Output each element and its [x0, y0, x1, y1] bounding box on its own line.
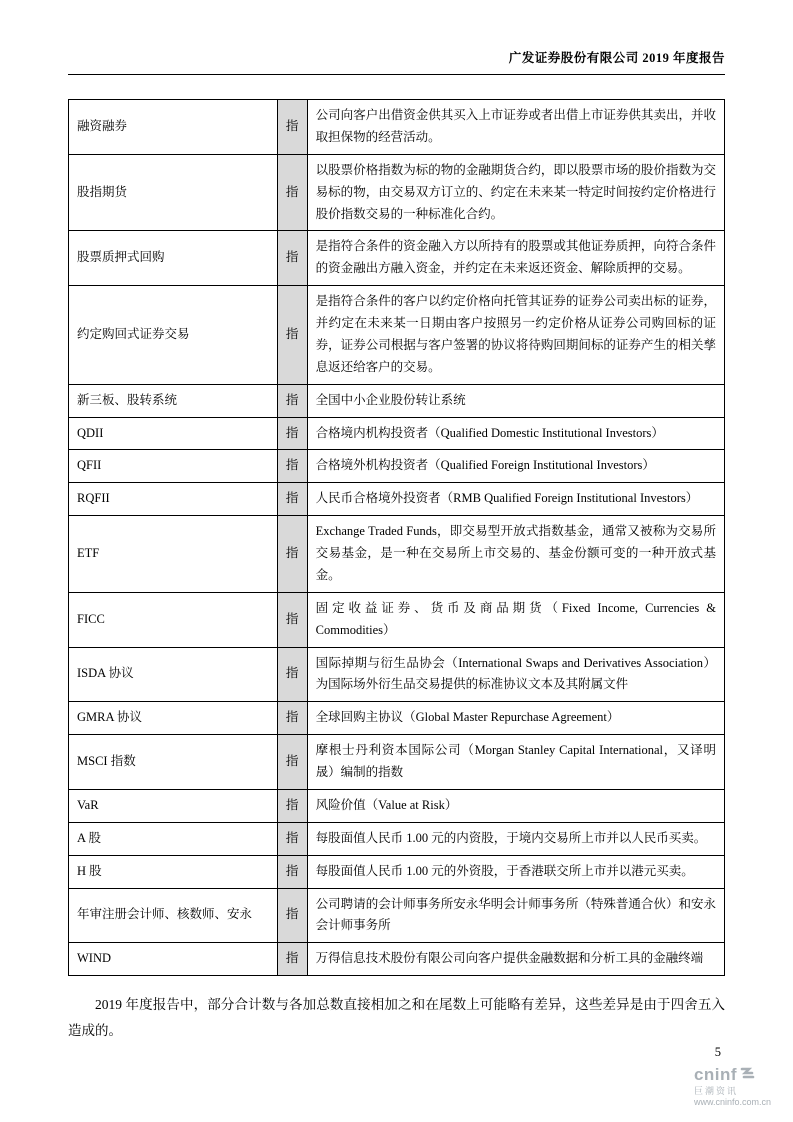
indicator-cell: 指	[277, 384, 307, 417]
term-cell: RQFII	[69, 483, 278, 516]
definition-cell: 每股面值人民币 1.00 元的外资股，于香港联交所上市并以港元买卖。	[307, 855, 724, 888]
term-cell: 股票质押式回购	[69, 231, 278, 286]
definition-cell: 是指符合条件的客户以约定价格向托管其证券的证券公司卖出标的证券，并约定在未来某一日期由客户按照另一约定价格从证券公司购回标的证券，证券公司根据与客户签署的协议将待购回期间标的证券产生的相关孳息返还给客户的交易。	[307, 286, 724, 385]
indicator-cell: 指	[277, 647, 307, 702]
indicator-cell: 指	[277, 231, 307, 286]
indicator-cell: 指	[277, 100, 307, 155]
indicator-cell: 指	[277, 735, 307, 790]
table-row	[69, 286, 725, 385]
table-row	[69, 592, 725, 647]
definition-cell: 合格境内机构投资者（Qualified Domestic Institutional Investors）	[307, 417, 724, 450]
definition-cell: 固定收益证券、货币及商品期货（Fixed Income, Currencies & Commodities）	[307, 592, 724, 647]
definition-cell: 合格境外机构投资者（Qualified Foreign Institutional Investors）	[307, 450, 724, 483]
definition-cell: 万得信息技术股份有限公司向客户提供金融数据和分析工具的金融终端	[307, 943, 724, 976]
indicator-cell: 指	[277, 450, 307, 483]
cninfo-logo-url: www.cninfo.com.cn	[693, 1097, 771, 1108]
term-cell: 约定购回式证券交易	[69, 286, 278, 385]
cninfo-logo	[694, 1064, 771, 1108]
table-row	[69, 702, 725, 735]
term-cell: WIND	[69, 943, 278, 976]
table-row	[69, 855, 725, 888]
term-cell: QFII	[69, 450, 278, 483]
table-row	[69, 735, 725, 790]
table-row	[69, 384, 725, 417]
term-cell: VaR	[69, 789, 278, 822]
cninfo-logo-row	[694, 1064, 771, 1087]
indicator-cell: 指	[277, 789, 307, 822]
table-row	[69, 483, 725, 516]
table-row	[69, 943, 725, 976]
definitions-table-body	[69, 100, 725, 976]
term-cell: 融资融券	[69, 100, 278, 155]
cninfo-logo-chinese-name: 巨潮资讯	[693, 1086, 738, 1097]
table-row	[69, 516, 725, 593]
definitions-table	[68, 99, 725, 976]
term-cell: QDII	[69, 417, 278, 450]
term-cell: 新三板、股转系统	[69, 384, 278, 417]
definition-cell: 公司聘请的会计师事务所安永华明会计师事务所（特殊普通合伙）和安永会计师事务所	[307, 888, 724, 943]
table-row	[69, 417, 725, 450]
term-cell: 年审注册会计师、核数师、安永	[69, 888, 278, 943]
indicator-cell: 指	[277, 888, 307, 943]
indicator-cell: 指	[277, 154, 307, 231]
indicator-cell: 指	[277, 286, 307, 385]
definition-cell: 每股面值人民币 1.00 元的内资股，于境内交易所上市并以人民币买卖。	[307, 822, 724, 855]
report-header-title: 广发证券股份有限公司 2019 年度报告	[68, 48, 725, 75]
term-cell: 股指期货	[69, 154, 278, 231]
definition-cell: 国际掉期与衍生品协会（International Swaps and Derivatives Association）为国际场外衍生品交易提供的标准协议文本及其附属文件	[307, 647, 724, 702]
definition-cell: 人民币合格境外投资者（RMB Qualified Foreign Institutional Investors）	[307, 483, 724, 516]
table-row	[69, 888, 725, 943]
page-number: 5	[714, 1045, 721, 1059]
cninfo-logo-icon	[739, 1064, 757, 1087]
table-row	[69, 231, 725, 286]
term-cell: GMRA 协议	[69, 702, 278, 735]
indicator-cell: 指	[277, 516, 307, 593]
term-cell: FICC	[69, 592, 278, 647]
definition-cell: 公司向客户出借资金供其买入上市证券或者出借上市证券供其卖出，并收取担保物的经营活动。	[307, 100, 724, 155]
cninfo-logo-text: cninf	[693, 1064, 738, 1084]
definition-cell: 风险价值（Value at Risk）	[307, 789, 724, 822]
table-row	[69, 822, 725, 855]
indicator-cell: 指	[277, 702, 307, 735]
definition-cell: Exchange Traded Funds，即交易型开放式指数基金，通常又被称为交易所交易基金，是一种在交易所上市交易的、基金份额可变的一种开放式基金。	[307, 516, 724, 593]
indicator-cell: 指	[277, 855, 307, 888]
table-row	[69, 647, 725, 702]
indicator-cell: 指	[277, 822, 307, 855]
indicator-cell: 指	[277, 417, 307, 450]
definition-cell: 以股票价格指数为标的物的金融期货合约，即以股票市场的股价指数为交易标的物，由交易双方订立的、约定在未来某一特定时间按约定价格进行股价指数交易的一种标准化合约。	[307, 154, 724, 231]
rounding-note-paragraph: 2019 年度报告中，部分合计数与各加总数直接相加之和在尾数上可能略有差异，这些差异是由于四舍五入造成的。	[68, 997, 725, 1038]
term-cell: ETF	[69, 516, 278, 593]
definition-cell: 全国中小企业股份转让系统	[307, 384, 724, 417]
table-row	[69, 154, 725, 231]
definition-cell: 全球回购主协议（Global Master Repurchase Agreement）	[307, 702, 724, 735]
term-cell: MSCI 指数	[69, 735, 278, 790]
indicator-cell: 指	[277, 592, 307, 647]
definition-cell: 摩根士丹利资本国际公司（Morgan Stanley Capital International，又译明晟）编制的指数	[307, 735, 724, 790]
table-row	[69, 789, 725, 822]
definition-cell: 是指符合条件的资金融入方以所持有的股票或其他证券质押，向符合条件的资金融出方融入资金，并约定在未来返还资金、解除质押的交易。	[307, 231, 724, 286]
indicator-cell: 指	[277, 483, 307, 516]
term-cell: ISDA 协议	[69, 647, 278, 702]
term-cell: A 股	[69, 822, 278, 855]
term-cell: H 股	[69, 855, 278, 888]
table-row	[69, 450, 725, 483]
indicator-cell: 指	[277, 943, 307, 976]
table-row	[69, 100, 725, 155]
